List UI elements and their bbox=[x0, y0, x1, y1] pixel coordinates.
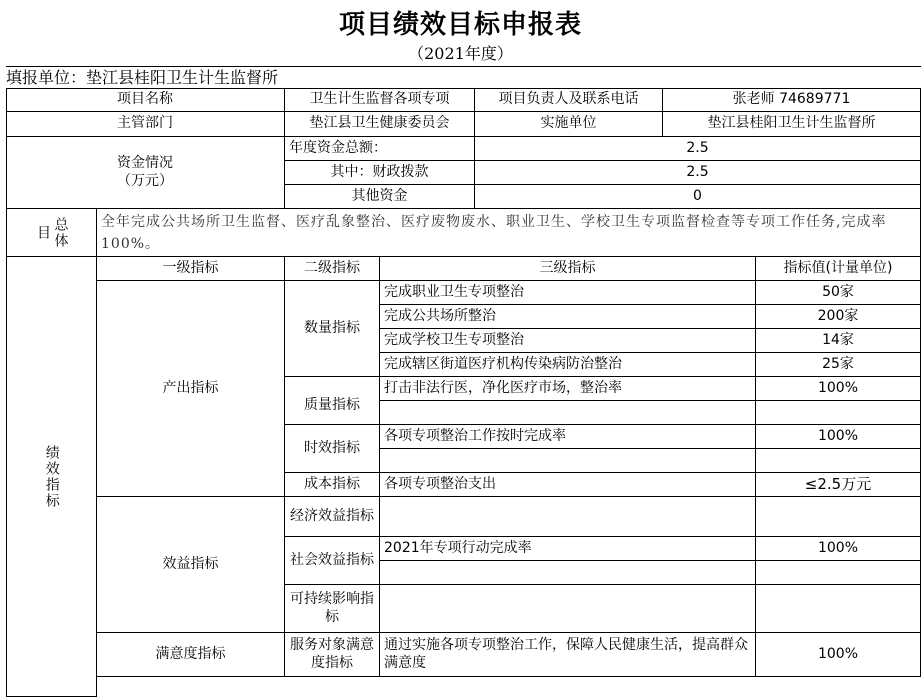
quantity-row-4-value: 25家 bbox=[756, 353, 921, 377]
quantity-row-4-name: 完成辖区街道医疗机构传染病防治整治 bbox=[380, 353, 756, 377]
quality-row-name: 打击非法行医，净化医疗市场，整治率 bbox=[380, 377, 756, 401]
reporting-unit bbox=[6, 66, 921, 89]
overview-label-text: 总体目 bbox=[35, 216, 69, 249]
timeliness-row-name: 各项专项整治工作按时完成率 bbox=[380, 425, 756, 449]
service-satisfaction-label: 服务对象满意度指标 bbox=[285, 633, 380, 677]
quantity-row-2-name: 完成公共场所整治 bbox=[380, 305, 756, 329]
project-contact-value: 张老师 74689771 bbox=[663, 89, 921, 112]
overview-text: 全年完成公共场所卫生监督、医疗乱象整治、医疗废物废水、职业卫生、学校卫生专项监督检查等专项工作任务,完成率100%。 bbox=[97, 209, 921, 257]
reporting-unit-value: 垫江县桂阳卫生计生监督所 bbox=[86, 68, 279, 87]
project-name-value: 卫生计生监督各项专项 bbox=[285, 89, 475, 112]
quantity-row-2-value: 200家 bbox=[756, 305, 921, 329]
economic-benefit-empty-name bbox=[380, 497, 756, 537]
funds-total-value: 2.5 bbox=[475, 137, 921, 161]
header-level3: 三级指标 bbox=[380, 257, 756, 281]
sustainability-empty-value bbox=[756, 585, 921, 633]
social-benefit-label: 社会效益指标 bbox=[285, 537, 380, 585]
department-label: 主管部门 bbox=[6, 112, 285, 137]
quantity-row-1-value: 50家 bbox=[756, 281, 921, 305]
timeliness-indicator-label: 时效指标 bbox=[285, 425, 380, 473]
form-title: 项目绩效目标申报表 bbox=[338, 10, 582, 40]
funds-fiscal-label: 其中：财政拨款 bbox=[285, 161, 475, 185]
cost-indicator-label: 成本指标 bbox=[285, 473, 380, 497]
header-level2: 二级指标 bbox=[285, 257, 380, 281]
quality-row-value: 100% bbox=[756, 377, 921, 401]
funds-label-line2: （万元） bbox=[117, 172, 173, 189]
benefit-indicator-label: 效益指标 bbox=[97, 497, 285, 633]
header-value: 指标值(计量单位) bbox=[756, 257, 921, 281]
cost-row-name: 各项专项整治支出 bbox=[380, 473, 756, 497]
project-name-label: 项目名称 bbox=[6, 89, 285, 112]
quantity-row-1-name: 完成职业卫生专项整治 bbox=[380, 281, 756, 305]
social-benefit-row-value: 100% bbox=[756, 537, 921, 561]
timeliness-row-value: 100% bbox=[756, 425, 921, 449]
social-benefit-empty-name bbox=[380, 561, 756, 585]
sustainability-label: 可持续影响指标 bbox=[285, 585, 380, 633]
header-level1: 一级指标 bbox=[97, 257, 285, 281]
quantity-row-3-name: 完成学校卫生专项整治 bbox=[380, 329, 756, 353]
implementing-unit-label: 实施单位 bbox=[475, 112, 663, 137]
service-satisfaction-row-name: 通过实施各项专项整治工作，保障人民健康生活，提高群众满意度 bbox=[380, 633, 756, 677]
funds-other-value: 0 bbox=[475, 185, 921, 209]
project-contact-label: 项目负责人及联系电话 bbox=[475, 89, 663, 112]
economic-benefit-label: 经济效益指标 bbox=[285, 497, 380, 537]
form-year: （2021年度） bbox=[408, 44, 513, 63]
funds-other-label: 其他资金 bbox=[285, 185, 475, 209]
indicators-side-label bbox=[6, 257, 97, 697]
output-indicator-label: 产出指标 bbox=[97, 281, 285, 497]
social-benefit-row-name: 2021年专项行动完成率 bbox=[380, 537, 756, 561]
quality-row-empty-name bbox=[380, 401, 756, 425]
cost-row-value: ≤2.5万元 bbox=[756, 473, 921, 497]
reporting-unit-label: 填报单位： bbox=[6, 68, 87, 87]
social-benefit-empty-value bbox=[756, 561, 921, 585]
quantity-indicator-label: 数量指标 bbox=[285, 281, 380, 377]
funds-label-line1: 资金情况 bbox=[117, 155, 173, 171]
economic-benefit-empty-value bbox=[756, 497, 921, 537]
funds-total-label: 年度资金总额： bbox=[285, 137, 475, 161]
department-value: 垫江县卫生健康委员会 bbox=[285, 112, 475, 137]
timeliness-row-empty-name bbox=[380, 449, 756, 473]
sustainability-empty-name bbox=[380, 585, 756, 633]
implementing-unit-value: 垫江县桂阳卫生计生监督所 bbox=[663, 112, 921, 137]
quantity-row-3-value: 14家 bbox=[756, 329, 921, 353]
timeliness-row-empty-value bbox=[756, 449, 921, 473]
quality-indicator-label: 质量指标 bbox=[285, 377, 380, 425]
funds-fiscal-value: 2.5 bbox=[475, 161, 921, 185]
funds-label bbox=[6, 137, 285, 209]
service-satisfaction-row-value: 100% bbox=[756, 633, 921, 677]
indicators-side-label-text: 绩效指标 bbox=[43, 444, 60, 509]
satisfaction-indicator-label: 满意度指标 bbox=[97, 633, 285, 677]
quality-row-empty-value bbox=[756, 401, 921, 425]
overview-label bbox=[6, 209, 97, 257]
